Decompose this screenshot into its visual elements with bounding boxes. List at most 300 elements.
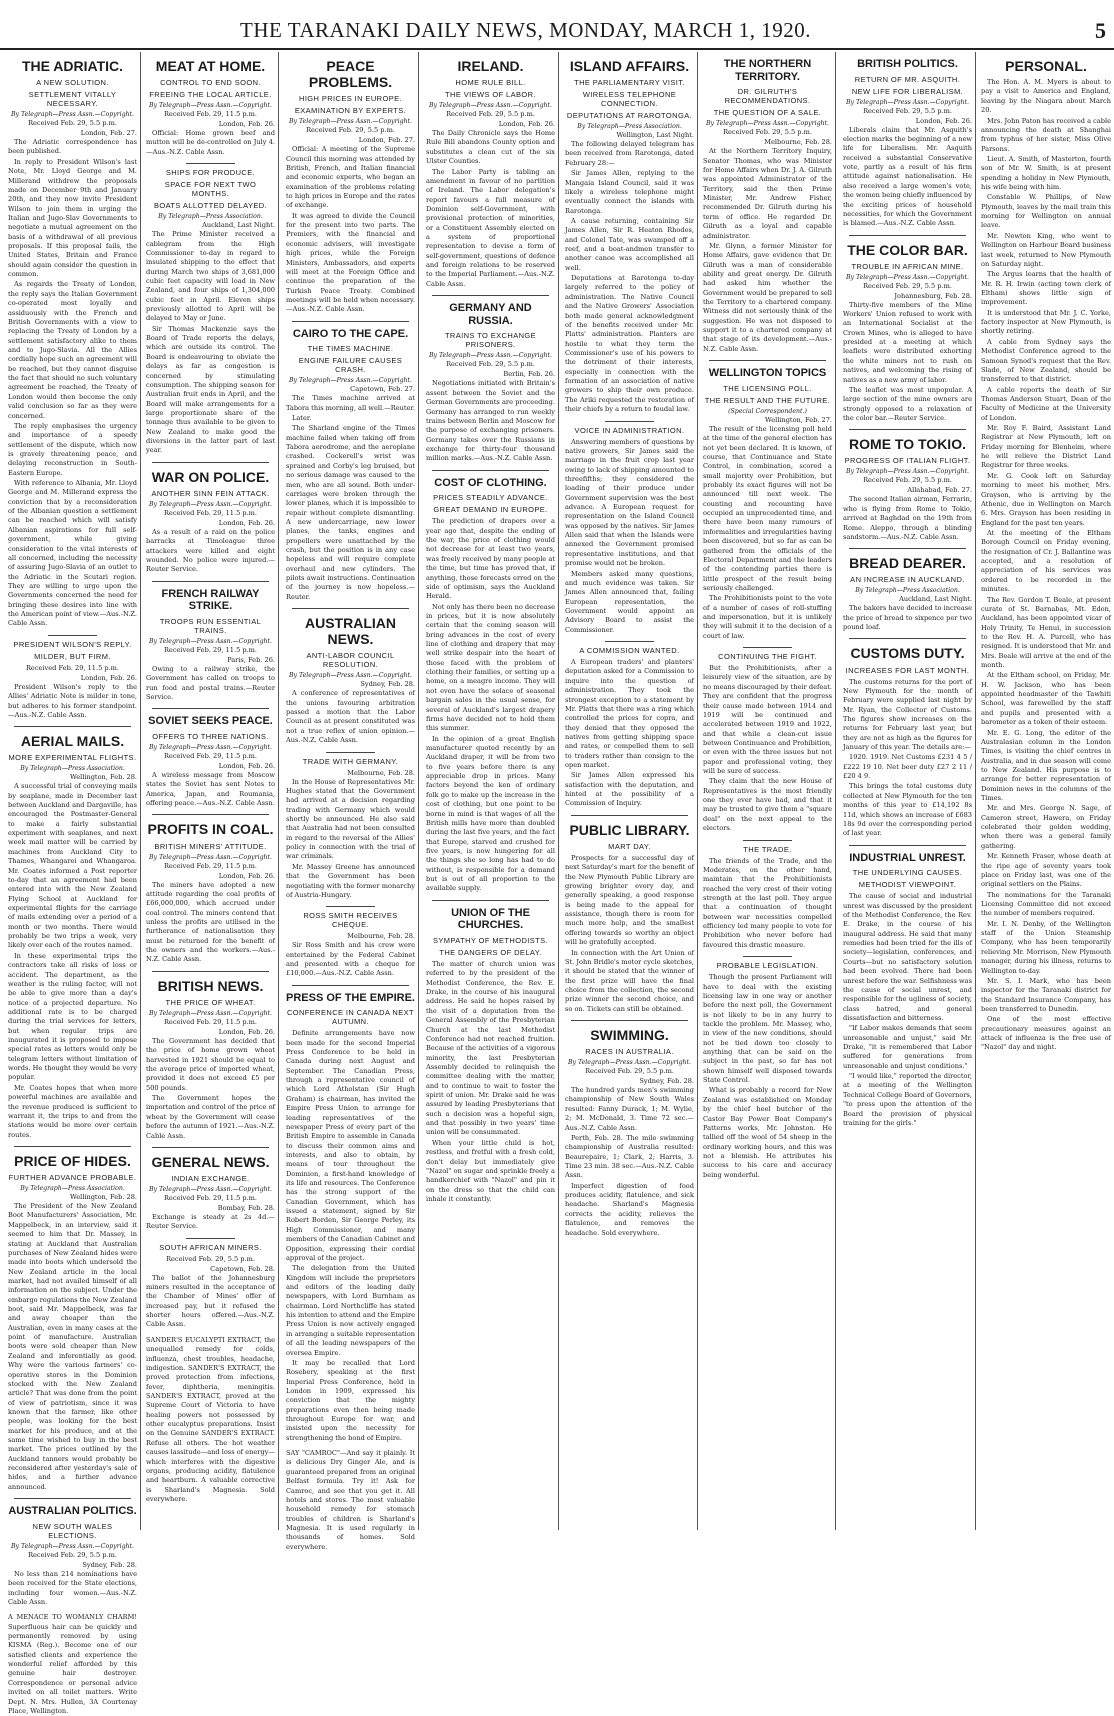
article-subhead: THE VIEWS OF LABOR.: [445, 90, 536, 100]
advertisement: SAY "CAMROC"—And say it plainly. It is delicious Dry Ginger Ale, and is guaranteed prepared from an original Belfast formula. Try it! Ask for Camroc, and see that you get it. All hotels and stores. The most valuable household remedy for stomach troubles of children is Sharland's Magnesia. It is used regularly in thousands of homes. Sold everywhere.: [286, 1449, 415, 1551]
article: [8, 726, 137, 1140]
paragraph: The leaflet was most unpopular. A large section of the mine owners are strongly opposed to a relaxation of the color bar.—Reuter Service.: [843, 385, 972, 422]
article-subhead: SPACE FOR NEXT TWO MONTHS.: [164, 180, 257, 199]
article-headline: PRICE OF HIDES.: [14, 1152, 131, 1169]
article-subhead: RETURN OF MR. ASQUITH.: [854, 74, 961, 84]
article-divider: [152, 971, 269, 972]
paragraph: With reference to Albania, Mr. Lloyd George and M. Millerand express the conviction that by a reconsideration of the Albanian question a settlement can be reached which will satisfy Albanian aspirations for full self-government, while giving consideration to the vital interests of all concerned, including the necessity of assuring Jugo-Slavia of an outlet to the Adriatic in the Scutari region. They are willing to urge upon the Governments concerned the need for bringing these desires into line with the American point of view.—Aus.-N.Z. Cable Assn.: [8, 479, 137, 628]
article-dateline: Capetown, Feb. 27.: [350, 385, 415, 394]
article-byline: By Telegraph—Press Assn.—Copyright.: [705, 120, 829, 128]
paragraph: "If Labor makes demands that seem unreasonable and unjust," said Mr. Drake, "it is remembered that Labor suffered for generations from unreasonable and unjust conditions.": [843, 1024, 972, 1070]
paragraph: Though the present Parliament will have to deal with the existing licensing law in one way or another before the next poll, the Government is not likely to be in any hurry to tackle the problem. Mr. Massey, who, in view of the new conditions, should not be tied down too closely to anything that can be said on the subject in the past, so far has not shown himself well disposed towards State Control.: [703, 973, 832, 1085]
paragraph: Mr. and Mrs. George N. Sage, of Cameron street, Hawera, on Friday celebrated their golden wedding, when there was a general family gathering.: [981, 804, 1111, 850]
paragraph: The following delayed telegram has been received from Rarotonga, dated February 28:—: [565, 140, 694, 167]
article-subhead: TRAINS TO EXCHANGE PRISONERS.: [444, 331, 537, 350]
paragraph: The hundred yards men's swimming championship of New South Wales resulted: Fanny Durack, 1; M. Wylie, 2; M. McDonald, 3. Time 72 sec.—Aus.-N.Z. Cable Assn.: [565, 1086, 694, 1132]
article-received: Received Feb. 29, 11.5 p.m.: [163, 752, 258, 761]
article-body: [146, 665, 275, 702]
article: [426, 900, 555, 1205]
paragraph: The Argus learns that the health of Mr. R. H. Irwin (acting town clerk of Eltham) shows little sign of improvement.: [981, 270, 1111, 307]
article-headline: FRENCH RAILWAY STRIKE.: [161, 587, 260, 613]
paragraph: The Prime Minister received a cablegram from the High Commissioner to-day in regard to insulated shipping to the effect that during March two ships of 3,681,000 cubic feet capacity will load in New Zealand, and four ships of 1,304,000 cubic feet in April. Eleven ships previously allotted to April will be delayed to May or June.: [146, 230, 275, 323]
article-dateline: Sydney, Feb. 28.: [360, 680, 415, 689]
paragraph: The Adriatic correspondence has been published.: [8, 138, 137, 156]
article-body: [703, 425, 832, 641]
article-subhead: MART DAY.: [608, 841, 651, 851]
article-received: Received Feb. 29, 5.5 p.m.: [306, 126, 395, 135]
article: [843, 638, 972, 838]
article: [703, 956, 832, 1180]
article-headline: BREAD DEARER.: [849, 555, 966, 572]
paragraph: A cause returning, containing Sir James Allen, Sir R. Heaton Rhodes, and Colonel Tate, was swamped off a reef, and a boat-andmen transfer to another canoe was accomplished all well.: [565, 216, 694, 272]
article-byline: By Telegraph—Press Assn.—Copyright.: [288, 672, 412, 680]
article: [8, 635, 137, 720]
article-byline: By Telegraph—Press Assn.—Copyright.: [845, 98, 969, 106]
article-headline: BRITISH NEWS.: [157, 977, 264, 994]
article-byline: By Telegraph—Press Assn.—Copyright.: [567, 1059, 691, 1067]
paragraph: In the opinion of a great English manufacturer quoted recently by an Auckland draper, it will be from two to five years before there is any appreciable drop in prices. Many factors beyond the ken of ordinary folk go to make up the increase in the cost of clothing, but one point to be borne in mind is that wages of all the British mills have more than doubled during the last five years, and the fact that Europe, starved and crushed for five years, is now hungering for all the things she so long has had to do without, is responsible for a demand but is out of all proportion to the available supply.: [426, 734, 555, 893]
article: [703, 58, 832, 354]
paragraph: Constable W. Phillips, of New Plymouth, leaves by the mail train this morning for Wellington on annual leave.: [981, 193, 1111, 230]
advertisement: A MENACE TO WOMANLY CHARM! Superfluous hair can be quickly and permanently removed by using KISMA (Reg.). Become one of our satisfied clients and experience the wonderful relief afforded by this genuine hair destroyer. Correspondence or personal advice invited on all toilet matters. Write Dept. N. Mrs. Hullen, 3A Courtenay Place, Wellington.: [8, 1613, 137, 1715]
article-subhead: GREAT DEMAND IN EUROPE.: [433, 505, 548, 515]
paragraph: Definite arrangements have now been made for the second Imperial Press Conference to be held in Canada during next August and September. The Canadian Press, through a representative council of which Lord Atholstan (Sir Hugh Graham) is chairman, has invited the Empire Press Union to arrange for leading representatives of the newspaper Press of every part of the British Empire to assemble in Canada to discuss their common aims and interests, and also to obtain, by means of tour throughout the Dominion, a first-hand knowledge of its life and resources. The Conference has the strong support of the Canadian Government, which has issued a statement, signed by Sir Robert Borden, Sir George Perley, its High Commissioner, and many members of the Canadian Cabinet and Opposition, expressing their cordial approval of the project.: [286, 1029, 415, 1262]
article-body: [565, 854, 694, 1014]
article-headline: AUSTRALIAN POLITICS.: [8, 1505, 137, 1518]
article-byline: By Telegraph—Press Assn.—Copyright.: [288, 118, 412, 126]
article-subhead: ENGINE FAILURE CAUSES CRASH.: [298, 356, 403, 375]
article-byline: By Telegraph—Press Association.: [577, 123, 682, 131]
paragraph: Sir Ross Smith and his crew were entertained by the Federal Cabinet and presented with a cheque for £10,000.—Aus.-N.Z. Cable Assn.: [286, 941, 415, 978]
article-headline: THE COLOR BAR.: [847, 241, 968, 258]
article-subhead: THE PARLIAMENTARY VISIT.: [574, 78, 685, 88]
article: [843, 548, 972, 632]
newspaper-columns: [0, 52, 1114, 1715]
article-body: [286, 145, 415, 314]
paragraph: In these experimental trips the contractors take all risks of loss or accident. The department, as the weather is the ruling factor, will not be able to give more than a day's notice of a projected departure. No additional rate is to be charged during the trial services for letters, but when regular trips are inaugurated it is proposed to impose special rates as letters would only be telegram letters without limitation of words. He thought they would be very popular.: [8, 951, 137, 1082]
paragraph: The Rev. Gordon T. Beale, at present curate of St. Barnabas, Mt. Eden, Auckland, has been appointed vicar of Holy Trinity, Te Henui, in succession to the Rev. H. A. Purcell, who has resigned. It is understood that Mr. and Mrs. Beale will arrive at the end of the month.: [981, 595, 1111, 670]
article-body: [8, 138, 137, 629]
article: [146, 814, 275, 964]
paragraph: Owing to a railway strike, the Government has called on troops to run food and postal trains.—Reuter Service.: [146, 664, 275, 702]
paragraph: The cause of social and industrial unrest was discussed by the president of the Methodist Conference, the Rev. E. Drake, in the course of his inaugural address. He said that many remedies had been tried for the ills of society—legislation, conferences, and Courts—but no satisfactory solution had been evolved. There had been unrest before the war. Selfishness was the cause of social unrest, and responsible for the ugliness of society, class hatred, and general dissatisfaction and bitterness.: [843, 892, 972, 1022]
paragraph: Prospects for a successful day of next Saturday's mart for the benefit of the New Plymouth Public Library are growing brighter every day, and generally speaking, a good response is being made to the appeal for assistance, though there is room for much more help, and the smallest offering towards so worthy an object will be gratefully accepted.: [565, 853, 694, 947]
article-dateline: London, Feb. 27.: [80, 129, 137, 138]
paragraph: Sir James Allen, replying to the Mangaia Island Council, said it was likely a wireless telephone might eventually connect the islands with Rarotonga.: [565, 169, 694, 215]
article-subhead: TRADE WITH GERMANY.: [302, 756, 399, 766]
article-subhead: MILDER, BUT FIRM.: [34, 651, 111, 661]
article-body: [286, 778, 415, 901]
article: [146, 1147, 275, 1232]
article-divider: [432, 900, 549, 901]
article: [703, 840, 832, 951]
article-headline: ROME TO TOKIO.: [849, 436, 966, 453]
article: [426, 470, 555, 894]
article-dateline: London, Feb. 26.: [915, 116, 972, 125]
paragraph: The Government has decided that the price of home grown wheat harvested in 1921 should be equal to the average price of imported wheat, provided it does not exceed £5 per 500 pounds.: [146, 1036, 275, 1092]
article-received: Received Feb. 29, 5.5 p.m.: [863, 106, 952, 115]
article-subhead: TROUBLE IN AFRICAN MINE.: [851, 261, 964, 271]
paragraph: A conference of representatives of the unions favouring arbitration passed a motion that the Labor Council as at present constituted was not a true reflex of union opinion.—Aus.-N.Z. Cable Assn.: [286, 689, 415, 745]
paragraph: They claim that the new House of Representatives is the most friendly one they ever have had, and that it may be trusted to give them a "square deal" on the next appeal to the electors.: [703, 777, 832, 833]
article-byline: By Telegraph—Press Association.: [855, 587, 960, 595]
article: [565, 58, 694, 415]
article: [843, 58, 972, 229]
article-body: [146, 1274, 275, 1330]
paragraph: A cable reports the death of Sir Thomas Anderson Stuart, Dean of the Faculty of Medicine at the University of London.: [981, 385, 1111, 422]
paragraph: The delegation from the United Kingdom will include the proprietors and editors of the leading daily newspapers, with Lord Burnham as chairman. Lord Northcliffe has stated his intention to attend and the Empire Press Union is now actively engaged in arranging a suitable representation of all the leading newspapers of the oversea Empire.: [286, 1264, 415, 1357]
article-dateline: Sydney, Feb. 28.: [82, 1560, 137, 1569]
article-subhead: VOICE IN ADMINISTRATION.: [574, 425, 685, 435]
article-received: Received Feb. 29, 5.5 p.m.: [28, 1550, 117, 1559]
article: [565, 641, 694, 809]
article-divider: [14, 1498, 131, 1499]
page-number: 5: [1095, 18, 1106, 43]
article-dateline: Sydney, Feb. 28.: [639, 1077, 694, 1086]
article-body: [565, 658, 694, 809]
article: [8, 58, 137, 629]
article-headline: SWIMMING.: [590, 1027, 669, 1044]
article-dateline: London, Feb. 27.: [358, 136, 415, 145]
article: [146, 1238, 275, 1330]
article-dateline: Johannesburg, Feb. 28.: [894, 291, 972, 300]
column-4: [423, 52, 559, 1530]
article-byline: By Telegraph—Press Assn.—Copyright.: [845, 468, 969, 476]
paragraph: Thirty-five members of the Mine Workers' Union refused to work with an International Socialist at the Crown Mines, who is alleged to have presided at a meeting at which leaflets were distributed exhorting the white miners not to rush on natives, and welcoming the rising of natives as a new army of labor.: [843, 300, 972, 384]
article-subhead: INCREASES FOR LAST MONTH.: [845, 665, 970, 675]
paragraph: When your little child is hot, restless, and fretful with a fresh cold, don't delay but immediately give "Nazol" on sugar and sprinkle freely a handkerchief with "Nazol" and pin it on the dress so that the child can inhale it constantly.: [426, 1138, 555, 1203]
article-dateline: Bombay, Feb. 28.: [217, 1203, 275, 1212]
column-6: [700, 52, 836, 1530]
paragraph: The Hon. A. M. Myers is about to pay a visit to America and England, leaving by the Niagara about March 20.: [981, 78, 1111, 115]
article: [565, 815, 694, 1014]
article-headline: INDUSTRIAL UNREST.: [849, 851, 966, 864]
article-headline: PROFITS IN COAL.: [147, 821, 274, 838]
article-subhead: HIGH PRICES IN EUROPE.: [299, 94, 402, 104]
article: [703, 360, 832, 641]
article-received: Received Feb. 29, 11.5 p.m.: [163, 1193, 258, 1202]
article-byline: By Telegraph—Press Assn.—Copyright.: [148, 500, 272, 508]
paragraph: Mr. I. N. Denby, of the Wellington staff of the Union Steamship Company, who has been temporarily relieving Mr. Morrison, New Plymouth manager, during his illness, returns to Wellington to-day.: [981, 919, 1111, 975]
article-received: Received Feb. 29, 11.5 p.m.: [163, 1017, 258, 1026]
article-subhead: SHIPS FOR PRODUCE.: [165, 168, 256, 178]
article-divider: [326, 752, 375, 753]
paragraph: Official: Home grown beef and mutton will be de-controlled on July 4.—Aus.-N.Z. Cable Assn.: [146, 129, 275, 156]
article-subhead: THE TRADE.: [743, 844, 792, 854]
paragraph: No less than 214 nominations have been received for the State elections, including four women.—Aus.-N.Z. Cable Assn.: [8, 1569, 137, 1606]
article-divider: [571, 815, 688, 816]
paragraph: It may be recalled that Lord Rosebery, speaking at the first Imperial Press Conference, held in London in 1909, expressed his conviction that the mighty preparations even then being made throughout Europe for war, and insisted upon the necessity for strengthening the bond of Empire.: [286, 1358, 415, 1442]
paragraph: The Sharland engine of the Times machine failed when taking off from Tabora aerodrome, and the aeroplane crashed. Cockerell's wrist was sprained and Corby's leg bruised, but no serious damage was caused to the men, who are all sound. Both under-carriages were broken through the lower planes, which it is impossible to repair without complete dismantling. A new undercarriage, new lower planes, the tanks, engines and propellers were unattached by the crash, but the position is in any case hopeless and will require complete overhaul and new cylinders. The pilots await instructions. Continuation of the journey is now hopeless.—Reuter.: [286, 424, 415, 601]
paragraph: This brings the total customs duty collected at New Plymouth for the ten months of this year to £14,192 8s 11d, which shows an increase of £683 18s 9d over the corresponding period of last year.: [843, 782, 972, 838]
article: [565, 421, 694, 636]
article-byline: By Telegraph—Press Assn.—Copyright.: [428, 352, 552, 360]
article-byline: By Telegraph—Press Assn.—Copyright.: [288, 377, 412, 385]
article-dateline: London, Feb. 26.: [218, 1027, 275, 1036]
article-subhead: BRITISH MINERS' ATTITUDE.: [154, 841, 267, 851]
article: [703, 647, 832, 833]
article-subhead: METHODIST VIEWPOINT.: [858, 880, 957, 890]
article-body: [286, 394, 415, 602]
article-body: [843, 678, 972, 839]
article-received: Received Feb. 29, 11.5 p.m.: [163, 645, 258, 654]
article-divider: [292, 321, 409, 322]
paragraph: As regards the Treaty of London, the reply says the Italian Government co-operated most loyally and assiduously with the French and British Governments with a view to replacing the Treaty of London by a settlement satisfactory alike to them and to Jugo-Slavia. All the Allies cordially hope such an agreement will be reached, but they cannot disguise the fact that should no such voluntary agreement be reached, the Treaty of London would then become the only valid conclusion so far as they were concerned.: [8, 280, 137, 420]
paragraph: Mrs. John Paton has received a cable announcing the death at Shanghai from typhus of her sister, Miss Olive Parsons.: [981, 116, 1111, 153]
paragraph: It was agreed to divide the Council for the present into two parts. The Premiers, with the financial and economic advisers, will investigate high prices, while the Foreign Ministers, Ambassadors, and experts will meet at the Foreign Office and continue the preparation of the Turkish Peace Treaty. Combined meetings will be held when necessary.—Aus.-N.Z. Cable Assn.: [286, 211, 415, 314]
paragraph: The prediction of drapers over a year ago that, despite the ending of the war, the price of clothing would not decrease for at least two years, was freely received by many people at the time, but time has proved that, if anything, those forecasts erred on the side of optimism, says the Auckland Herald.: [426, 517, 555, 601]
article-body: [146, 1037, 275, 1141]
article-divider: [849, 548, 966, 549]
article-dateline: London, Feb. 26.: [218, 871, 275, 880]
article: [843, 235, 972, 424]
article-body: [565, 438, 694, 636]
article: [146, 58, 275, 157]
article-divider: [152, 581, 269, 582]
article-byline: (Special Correspondent.): [728, 407, 807, 415]
article-byline: By Telegraph—Press Assn.—Copyright.: [148, 744, 272, 752]
article-byline: By Telegraph—Press Association.: [20, 765, 125, 773]
article-divider: [605, 641, 654, 642]
article: [286, 985, 415, 1443]
article-body: [286, 1029, 415, 1443]
article-divider: [14, 726, 131, 727]
article-headline: CAIRO TO THE CAPE.: [292, 327, 409, 340]
article-received: Received Feb. 29, 5.5 p.m.: [166, 1254, 255, 1263]
paragraph: A successful trial of conveying mails by seaplane, made in December last between Auckland and Dargaville, has encouraged the Postmaster-General to make a fairly substantial experiment with seaplanes, and next week mail matter will be carried by machines from Auckland City to Thames, Whangarei and Whangaroa. Mr. Coates informed a Post reporter to-day that an agreement had been entered into with the New Zealand Flying School at Auckland for experimental flights for the carriage of mails extending over a period of a month or two months. There would probably be two trips a week, very likely over each of the routes named.: [8, 782, 137, 950]
article-subhead: A NEW SOLUTION.: [36, 78, 109, 88]
article-dateline: London, Feb. 26.: [218, 120, 275, 129]
article-subhead: NEW SOUTH WALES ELECTIONS.: [32, 1521, 113, 1540]
article-body: [703, 147, 832, 354]
article: [565, 1020, 694, 1238]
article-received: Received Feb. 29, 5.5 p.m.: [28, 119, 117, 128]
article-headline: AERIAL MAILS.: [20, 733, 125, 750]
article-body: [843, 604, 972, 632]
column-2: [143, 52, 279, 1530]
article-dateline: Capetown, Feb. 28.: [210, 1264, 275, 1273]
article-body: [843, 126, 972, 229]
article-subhead: PROBABLE LEGISLATION.: [716, 961, 819, 971]
article-body: [703, 973, 832, 1180]
paragraph: The Daily Chronicle says the Home Rule Bill abandons County option and substitutes a clean cut of the six Ulster Counties.: [426, 129, 555, 166]
paragraph: At the Eltham school, on Friday, Mr. H. W. Jackson, who has been appointed headmaster of the Tawhiti School, was farewelled by the staff and pupils and presented with a barometer as a token of their esteem.: [981, 671, 1111, 727]
paragraph: The matter of church union was referred to by the president of the Methodist Conference, the Rev. E. Drake, in the course of his inaugural address. He said he hopes raised by the visit of a deputation from the General Assembly of the Presbyterian Church at the last Methodist Conference had not reached fruition. Because of the activities of a vigorous minority, the last Presbyterian Assembly decided to relinquish the committee dealing with the matter, and to continue to wait to foster the spirit of union. Mr. Drake said he was assured by leading Presbyterians that such a decision was a hopeful sign, and that possibly in two years' time union will be consummated.: [426, 960, 555, 1137]
article-divider: [743, 840, 792, 841]
article-body: [8, 1202, 137, 1492]
paragraph: Mr. G. Cook left on Saturday morning to meet his mother, Mrs. Grayson, who is arriving by the Athenic, due in Wellington on March 6. Mrs. Grayson has been residing in England for the past ten years.: [981, 471, 1111, 527]
article-divider: [292, 985, 409, 986]
paragraph: Mr. Roy F. Baird, Assistant Land Registrar at New Plymouth, left on Friday morning for Blenheim, where he will relieve the District Land Registrar for three weeks.: [981, 424, 1111, 470]
article-body: [146, 528, 275, 575]
paragraph: Mr. E. G. Long, the editor of the Australasian column in the London Times, is visiting the chief centres in Australia, and in due season will come to New Zealand. His purpose is to arrange for better representation of Dominion news in the columns of the Times.: [981, 728, 1111, 803]
column-3: [283, 52, 419, 1551]
paragraph: Imperfect digestion of food produces acidity, flatulence, and sick headache. Sharland's Magnesia corrects the acidity, relieves the flatulence, and removes the headache. Sold everywhere.: [565, 1181, 694, 1237]
article: [843, 429, 972, 542]
article-headline: GENERAL NEWS.: [151, 1153, 270, 1170]
article-byline: By Telegraph—Press Assn.—Copyright.: [148, 1185, 272, 1193]
paragraph: "I would like," reported the director, at a meeting of the Wellington Technical College Board of Governors, "to press upon the attention of the Board the provision of physical training for the girls.": [843, 1072, 972, 1127]
article-body: [843, 301, 972, 424]
article-divider: [14, 1146, 131, 1147]
article-subhead: HOME RULE BILL.: [455, 78, 526, 88]
paragraph: One of the most effective precautionary measures against an attack of influenza is the free use of "Nazol" day and night.: [981, 1015, 1111, 1052]
paragraph: Liberals claim that Mr. Asquith's election marks the beginning of a new life for Liberalism. Mr. Asquith received a substantial Conservative vote, partly as a result of his firm attitude against nationalisation. He also received a large women's vote, the women being chiefly influenced by the exciting prices of household necessities, for which the Government is blamed.—Aus.-N.Z. Cable Assn.: [843, 125, 972, 228]
article-subhead: EXAMINATION BY EXPERTS.: [294, 106, 407, 116]
paragraph: The Prohibitionists point to the vote of a number of cases of roll-stuffing and impersonation, but it is unlikely they will submit it to the decision of a court of law.: [703, 594, 832, 640]
article-divider: [152, 1147, 269, 1148]
article: [426, 58, 555, 289]
column-5: [562, 52, 698, 1530]
paragraph: Answering members of questions by native growers, Sir James said the marriage in the fruit crop last year owing to lack of shipping amounted to threefifths; they considered the loading of their produce under Government supervision was the best advance. A European request for representation on the Island Council was opposed by the natives. Sir James Allen said that when the Islands were annexed the Government promised representative institutions, and that promise would not be broken.: [565, 437, 694, 568]
article-divider: [326, 906, 375, 907]
article-subhead: FURTHER ADVANCE PROBABLE.: [8, 1173, 137, 1183]
paragraph: But the Prohibitionists, after a leisurely view of the situation, are by no means discouraged by their defeat. They are confident that the progress their cause made between 1914 and 1919 will be continued and accelerated between 1919 and 1922, and that while a clean-cut issue between Continuance and Prohibition, or even with the three issues but not paper and professional voting, they will be sure of success.: [703, 664, 832, 776]
article-body: [565, 140, 694, 414]
article-divider: [849, 638, 966, 639]
article-body: [981, 78, 1111, 1053]
article-subhead: ANOTHER SINN FEIN ATTACK.: [151, 488, 270, 498]
article-dateline: Allahabad, Feb. 27.: [907, 486, 972, 495]
paragraph: The Government hopes the importation and control of the price of wheat by the Government will cease before the autumn of 1921.—Aus.-N.Z. Cable Assn.: [146, 1094, 275, 1140]
paragraph: The second Italian airman, Ferrarin, who is flying from Rome to Tokio, arrived at Baghdad on the 19th from Rome. Aleppo, through a blinding sandstorm.—Aus.-N.Z. Cable Assn.: [843, 495, 972, 541]
article-subhead: THE QUESTION OF A SALE.: [713, 108, 822, 118]
article: [286, 906, 415, 978]
article-headline: THE ADRIATIC.: [21, 58, 124, 74]
paragraph: Later.: [292, 414, 312, 423]
article: [286, 58, 415, 315]
article-headline: SOVIET SEEKS PEACE.: [148, 715, 273, 728]
article-divider: [849, 429, 966, 430]
paragraph: Mr. Glynn, a former Minister for Home Affairs, gave evidence that Dr. Gilruth was a man of considerable ability and great energy. Dr. Gilruth had asked him whether the Government would be prepared to sell the Territory to a chartered company. Witness did not seriously think of the suggestion. He was not disposed to support it to a chartered company at that stage of its development.—Aus.-N.Z. Cable Assn.: [703, 241, 832, 353]
article-byline: By Telegraph—Press Association.: [20, 1185, 125, 1193]
article-subhead: CONFERENCE IN CANADA NEXT AUTUMN.: [286, 1008, 415, 1027]
paragraph: Mr. Coates hopes that when more powerful machines are available and the revenue produced is sufficient to warrant it, the trips to and from the stations would be more over certain routes.: [8, 1083, 137, 1139]
article-body: [8, 782, 137, 1140]
paragraph: The result of the licensing poll held at the time of the general election has not yet been declared. It is known, of course, that Continuance and State Control, in combination, scored a small majority over Prohibition, but probably its exact figures will not be announced till next week. The counting and recounting have occupied an unprecedented time, and there have been many rumours of informalities and irregularities having been discovered, but so far as can be gathered from the officials of the Electoral Department and the leaders of the contending parties there is little prospect of the result being seriously challenged.: [703, 424, 832, 592]
paragraph: The reply emphasises the urgency and importance of a speedy settlement of the dispute, which now is gravely threatening peace, and delaying reconstruction in South-Eastern Europe.: [8, 421, 137, 477]
article-body: [286, 941, 415, 978]
paragraph: The nominations for the Taranaki Licensing Committee did not exceed the number of members required.: [981, 890, 1111, 918]
article-subhead: A COMMISSION WANTED.: [579, 646, 680, 656]
article-subhead: MORE EXPERIMENTAL FLIGHTS.: [8, 753, 137, 763]
newspaper-title: THE TARANAKI DAILY NEWS, MONDAY, MARCH 1, 1920.: [240, 18, 811, 42]
paragraph: The miners have adopted a new attitude regarding the coal profits of £66,000,000, which accrued under coal control. The miners contend that unless the profits are utilised in the furtherance of nationalisation they must be returned for the benefit of the owners and the workers.—Aus.-N.Z. Cable Assn.: [146, 880, 275, 964]
paragraph: Negotiations initiated with Britain's assent between the Soviet and the German Governments are proceeding. Germany has arranged to run weekly trains between Berlin and Moscow for the purpose of exchanging prisoners. Germany takes over the Russians in exchange for thirty-four thousand million marks.—Aus.-N.Z. Cable Assn.: [426, 379, 555, 463]
article-received: Received Feb. 29, 5.5 p.m.: [446, 110, 535, 119]
article-byline: By Telegraph—Press Assn.—Copyright.: [10, 111, 134, 119]
article-byline: By Telegraph—Press Assn.—Copyright.: [845, 273, 969, 281]
article-divider: [849, 845, 966, 846]
article-dateline: London, Feb. 26.: [218, 762, 275, 771]
article-body: [8, 1570, 137, 1607]
paragraph: In the House of Representatives Mr. Hughes stated that the Government had arrived at a decision regarding trading with Germany which would shortly be announced. He also said that Australia had not been consulted in regard to the reversal of the Allies' policy in connection with the trial of war criminals.: [286, 777, 415, 861]
article-dateline: Auckland, Last Night.: [202, 221, 275, 230]
paragraph: In connection with the Art Union of St. John Bridle's motor cycle sketches, it should be stated that the winner of the first prize will have the final choice from the collection, the second prize winner the second choice, and so on. Tickets can still be obtained.: [565, 948, 694, 1013]
article-dateline: Wellington, Feb. 27.: [764, 415, 832, 424]
article-body: [843, 495, 972, 542]
article-received: Received Feb. 29, 5.5 p.m.: [863, 281, 952, 290]
article-headline: WAR ON POLICE.: [151, 468, 270, 485]
article-headline: AUSTRALIAN NEWS.: [305, 615, 396, 648]
article-headline: BRITISH POLITICS.: [857, 58, 958, 70]
article-subhead: THE TIMES MACHINE.: [307, 344, 394, 354]
article-received: Received Feb. 29, 5.5 p.m.: [585, 1067, 674, 1076]
article-byline: By Telegraph—Press Assn.—Copyright.: [148, 637, 272, 645]
article-subhead: FREEING THE LOCAL ARTICLE.: [149, 90, 272, 100]
article-subhead: INDIAN EXCHANGE.: [171, 1173, 250, 1183]
paragraph: Mr. Massey Greene has announced that the Government has been negotiating with the former monarchy of Austria-Hungary.: [286, 862, 415, 899]
article: [146, 971, 275, 1141]
column-8: [978, 52, 1114, 1530]
article-subhead: DR. GILRUTH'S RECOMMENDATIONS.: [724, 87, 811, 106]
article-dateline: Wellington, Feb. 28.: [69, 1193, 137, 1202]
article-byline: By Telegraph—Press Assn.—Copyright.: [428, 102, 552, 110]
article: [981, 58, 1111, 1053]
article-divider: [432, 470, 549, 471]
paragraph: Mr. S. I. Mark, who has been inspector for the Taranaki district for the Standard Insurance Company, has been transferred to Dunedin.: [981, 976, 1111, 1013]
article-divider: [186, 163, 235, 164]
column-1: [5, 52, 141, 1715]
article-body: [146, 771, 275, 808]
article-subhead: CONTROL TO END SOON.: [160, 78, 261, 88]
article-subhead: DEPUTATIONS AT RAROTONGA.: [566, 111, 693, 121]
article-byline: By Telegraph—Press Assn.—Copyright.: [148, 102, 272, 110]
article-headline: PERSONAL.: [1005, 58, 1087, 74]
article-body: [146, 881, 275, 965]
paragraph: Members asked many questions, and much evidence was taken. Sir James Allen announced that, failing European representation, the Government would appoint an Advisory Board to assist the Commissioner.: [565, 569, 694, 634]
article-byline: By Telegraph—Press Assn.—Copyright.: [148, 1009, 272, 1017]
article-subhead: THE UNDERLYING CAUSES.: [852, 868, 963, 878]
advertisement: SANDER'S EUCALYPTI EXTRACT, the unequalled remedy for colds, influenza, chest troubles, headache, indigestion. SANDER'S EXTRACT, the proved protection from infections, fever, diphtheria, meningitis. SANDER'S EXTRACT, proved at the Supreme Court of Victoria to have healing powers not possessed by other eucalyptus preparations. Insist on the Genuine SANDER'S EXTRACT. Refuse all others. The hot weather causes lassitude—and loss of energy—which interferes with the digestive organs, producing acidity, flatulence and heartburn. A valuable corrective is Sharland's Magnesia. Sold everywhere.: [146, 1335, 275, 1503]
article-dateline: Wellington, Last Night.: [616, 131, 694, 140]
paragraph: Lieut. A. Smith, of Masterton, fourth son of Mr. W. Smith, is at present spending a holiday in New Plymouth, his wife being with him.: [981, 154, 1111, 192]
article-dateline: Berlin, Feb. 26.: [503, 370, 555, 379]
article-body: [426, 129, 555, 289]
article-dateline: Melbourne, Feb. 28.: [347, 768, 415, 777]
article-headline: UNION OF THE CHURCHES.: [451, 906, 530, 932]
article-divider: [432, 295, 549, 296]
paragraph: A cable from Sydney says the Methodist Conference agreed to the Samoan Synod's request that the Rev. Slade, of New Zealand, should be transferred to that district.: [981, 337, 1111, 384]
article-body: [146, 1213, 275, 1232]
paragraph: Mr. Kenneth Fraser, whose death at the ripe age of seventy years took place on Friday last, was one of the original settlers on the Plains.: [981, 852, 1111, 889]
article-dateline: Auckland, Last Night.: [899, 595, 972, 604]
article-dateline: Melbourne, Feb. 28.: [764, 138, 832, 147]
article-subhead: PRESIDENT WILSON'S REPLY.: [13, 639, 132, 649]
article-headline: ISLAND AFFAIRS.: [569, 58, 690, 74]
paragraph: The Times machine arrived at Tabora this morning, all well.—Reuter.: [286, 394, 415, 412]
article-body: [426, 517, 555, 893]
paragraph: The friends of the Trade, and the Moderates, on the other hand, maintain that the Prohibitionists reached the very crest of their voting strength at the last poll. They argue that a continuation of thought between war necessities compelled efficiency led many people to vote for Prohibition who never before had favoured this drastic measure.: [703, 856, 832, 949]
article-received: Received Feb. 29, 5.5 p.m.: [863, 476, 952, 485]
article-headline: WELLINGTON TOPICS: [708, 367, 827, 380]
article-subhead: SOUTH AFRICAN MINERS.: [159, 1242, 262, 1252]
article-headline: GERMANY AND RUSSIA.: [449, 302, 532, 327]
paragraph: At the Northern Territory Inquiry, Senator Thomas, who was Minister for Home Affairs when Dr. J. A. Gilruth was appointed Administrator of the Territory, said the then Prime Minister, Mr. Andrew Fisher, recommended Dr. Gilruth during his term of office. He regarded Dr. Gilruth as a loyal and capable administrator.: [703, 147, 832, 240]
article: [286, 752, 415, 901]
paragraph: The ballot of the Johannesburg miners resulted in the acceptance of the Chamber of Mines' offer of increased pay, but it refused the shorter hours offered.—Aus.-N.Z. Cable Assn.: [146, 1273, 275, 1329]
article-body: [843, 892, 972, 1128]
article-subhead: PRICES STEADILY ADVANCE.: [433, 493, 548, 503]
article-headline: CUSTOMS DUTY.: [850, 645, 965, 662]
paragraph: President Wilson's reply to the Allies' Adriatic Note is milder in tone, but adheres to his former standpoint.—Aus.-N.Z. Cable Assn.: [8, 682, 137, 719]
article-body: [703, 664, 832, 833]
article-body: [8, 683, 137, 720]
article-divider: [849, 235, 966, 236]
article-body: [703, 857, 832, 951]
article-dateline: Paris, Feb. 26.: [227, 655, 275, 664]
article: [146, 462, 275, 575]
